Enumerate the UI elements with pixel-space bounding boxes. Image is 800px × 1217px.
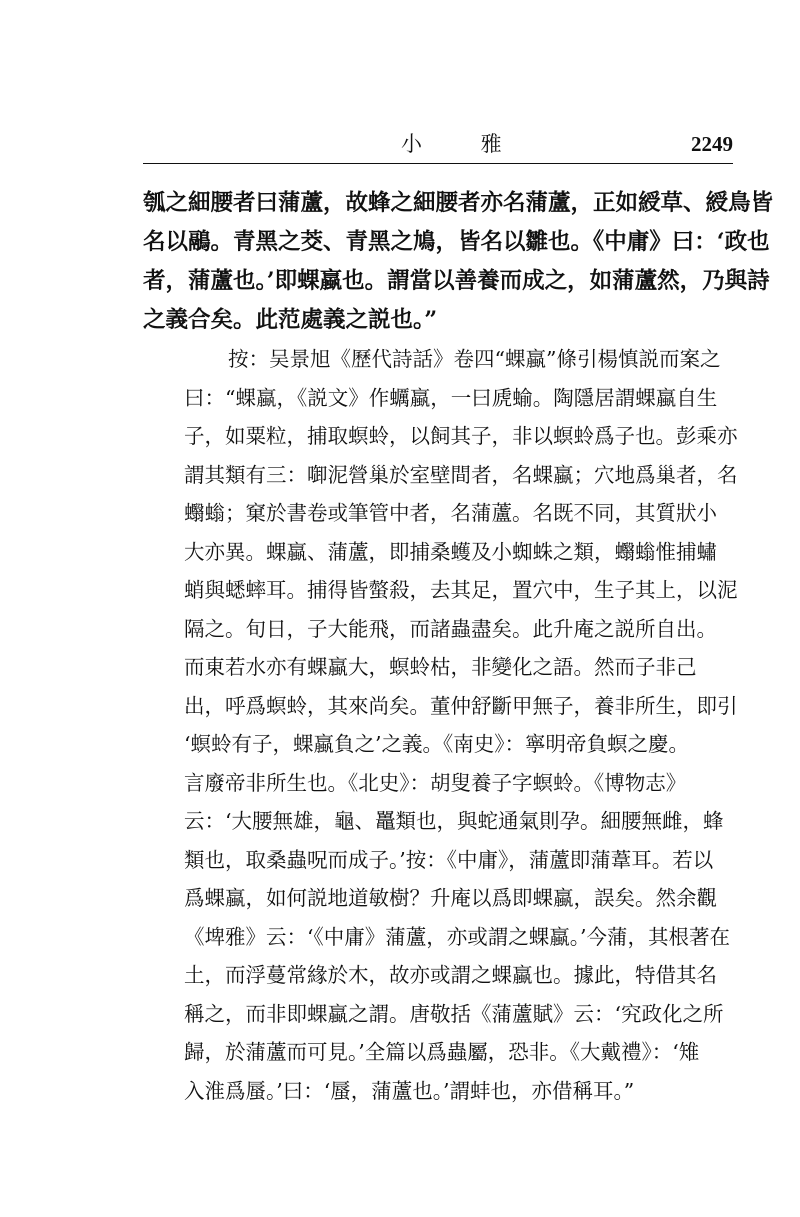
main-text-line: 瓠之細腰者曰蒲蘆，故蜂之細腰者亦名蒲蘆，正如綬草、綬鳥皆 bbox=[143, 190, 774, 216]
note-line: 曰：“蜾蠃，《説文》作蠣蠃，一曰虒蝓。陶隱居謂蜾蠃自生 bbox=[184, 385, 718, 410]
header-rule bbox=[143, 163, 733, 164]
note-line: 言廢帝非所生也。《北史》：胡叟養子字螟蛉。《博物志》 bbox=[184, 770, 687, 795]
main-text-line: 者，蒲蘆也。’即蜾蠃也。謂當以善養而成之，如蒲蘆然，乃與詩 bbox=[143, 268, 770, 294]
running-title: 小 雅 bbox=[401, 132, 528, 156]
note-line: 類也，取桑蟲呪而成子。’按：《中庸》，蒲蘆即蒲葦耳。若以 bbox=[184, 847, 714, 872]
note-line: 爲蜾蠃，如何説地道敏樹？升庵以爲即蜾蠃，誤矣。然余觀 bbox=[184, 886, 717, 910]
main-text-line: 名以鷊。青黑之茭、青黑之鳩，皆名以雛也。《中庸》曰：‘政也 bbox=[143, 229, 770, 255]
note-line: 子，如粟粒，捕取螟蛉，以飼其子，非以螟蛉爲子也。彭乘亦 bbox=[184, 424, 738, 448]
note-line: 謂其類有三：啣泥營巢於室壁間者，名蜾蠃；穴地爲巢者，名 bbox=[184, 462, 738, 487]
note-line: ‘螟蛉有子，蜾蠃負之’之義。《南史》：寧明帝負螟之慶。 bbox=[184, 732, 690, 756]
note-line: 隔之。旬日，子大能飛，而諸蟲盡矣。此升庵之説所自出。 bbox=[184, 616, 717, 641]
note-line: 歸，於蒲蘆而可見。’全篇以爲蟲屬，恐非。《大戴禮》：‘雉 bbox=[184, 1040, 700, 1064]
note-line: 土，而浮蔓常緣於木，故亦或謂之蜾蠃也。據此，特借其名 bbox=[184, 963, 717, 987]
note-line: 大亦異。蜾蠃、蒲蘆，即捕桑蠖及小蜘蛛之類，蠮螉惟捕蟰 bbox=[184, 539, 717, 564]
main-text-line: 之義合矣。此范處義之説也。” bbox=[143, 307, 438, 333]
main-text-block bbox=[143, 184, 774, 340]
annotation-note-block bbox=[184, 340, 736, 1110]
note-line: 稱之，而非即蜾蠃之謂。唐敬括《蒲蘆賦》云：‘究政化之所 bbox=[184, 1001, 724, 1026]
running-header bbox=[143, 126, 733, 162]
note-line: 入淮爲蜃。’曰：‘蜃，蒲蘆也。’謂蚌也，亦借稱耳。” bbox=[184, 1078, 635, 1103]
note-line: 而東若水亦有蜾蠃大，螟蛉枯，非變化之語。然而子非己 bbox=[184, 655, 697, 679]
page-number: 2249 bbox=[691, 132, 733, 156]
note-line: 蠮螉；窠於書卷或筆管中者，名蒲蘆。名既不同，其質狀小 bbox=[184, 501, 717, 525]
note-line: 出，呼爲螟蛉，其來尚矣。董仲舒斷甲無子，養非所生，即引 bbox=[184, 693, 738, 718]
note-line: 蛸與蟋蟀耳。捕得皆螫殺，去其足，置穴中，生子其上，以泥 bbox=[184, 578, 738, 602]
note-line: 《埤雅》云：‘《中庸》蒲蘆，亦或謂之蜾蠃。’今蒲，其根著在 bbox=[184, 924, 731, 949]
note-line: 云：‘大腰無雄，龜、鼉類也，與蛇通氣則孕。細腰無雌，蜂 bbox=[184, 809, 724, 833]
note-line: 按：吴景旭《歷代詩話》卷四“蜾蠃”條引楊慎説而案之 bbox=[228, 347, 721, 371]
